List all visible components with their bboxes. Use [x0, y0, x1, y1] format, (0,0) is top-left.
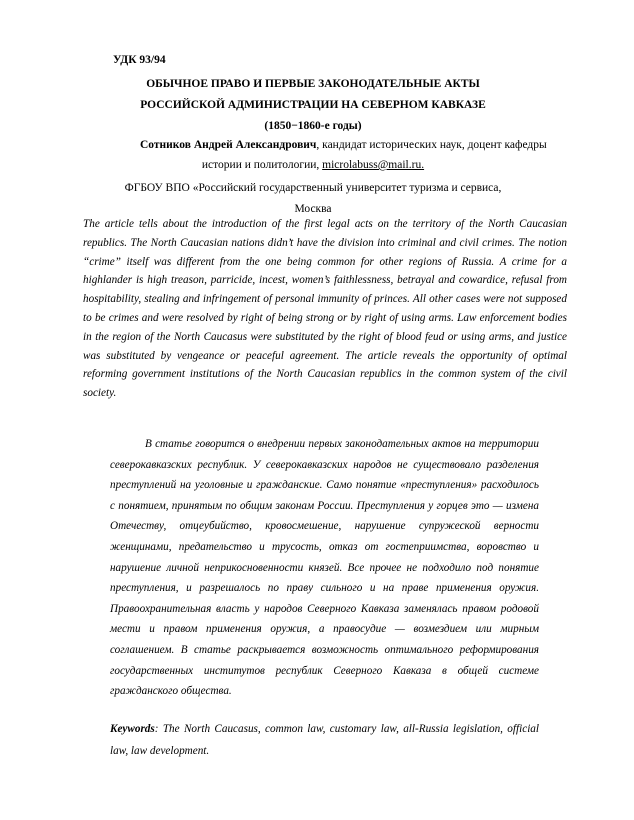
udk-code: УДК 93/94: [113, 54, 166, 66]
author-credentials-2: истории и политологии,: [201, 159, 323, 171]
affiliation-city: Москва: [294, 203, 332, 215]
author-name: Сотников Андрей Александрович: [140, 139, 317, 151]
author-row-2: [60, 155, 566, 175]
title-line-1: ОБЫЧНОЕ ПРАВО И ПЕРВЫЕ ЗАКОНОДАТЕЛЬНЫЕ АКТЫ: [146, 78, 480, 90]
title-years: (1850−1860-е годы): [264, 120, 362, 132]
keywords: [110, 718, 539, 762]
keywords-label: Keywords: [110, 723, 155, 735]
title-line-2: РОССИЙСКОЙ АДМИНИСТРАЦИИ НА СЕВЕРНОМ КАВКАЗЕ: [140, 99, 486, 111]
abstract-english: The article tells about the introduction of the first legal acts on the territory of the North Caucasian republics. The North Caucasian nations didn’t have the division into criminal and civil crimes. The notion “crime” itself was different from the one being common for other regions of Russia. A crime for a highlander is high treason, parricide, incest, women’s faithlessness, betrayal and cowardice, refusal from hospitability, stealing and infringement of personal immunity of princes. All other cases were not supposed to be crimes and were resolved by right of being strong or by right of using arms. Law enforcement bodies in the region of the North Caucasus were substituted by the right of blood feud or using arms, and justice was substituted by vengeance or peaceful agreement. The article reveals the opportunity of optimal reforming government institutions of the North Caucasian republics in the common system of the civil society.: [83, 218, 567, 400]
keywords-text: : The North Caucasus, common law, customary law, all-Russia legislation, official law, law development.: [110, 723, 539, 757]
affiliation-line-1: ФГБОУ ВПО «Российский государственный университет туризма и сервиса,: [124, 182, 502, 194]
author-email-link[interactable]: microlabuss@mail.ru.: [322, 159, 425, 171]
author-credentials-1: , кандидат исторических наук, доцент кафедры: [316, 139, 547, 151]
abstract-russian: В статье говорится о внедрении первых законодательных актов на территории северокавказских республик. У северокавказских народов не существовало разделения преступлений на уголовные и гражданские. Само понятие «преступления» расходилось с понятием, принятым по общим законам России. Преступления у горцев это — измена Отечеству, отцеубийство, кровосмешение, нарушение супружеской верности женщинами, предательство и трусость, отказ от гостеприимства, воровство и нарушение личной неприкосновенности князей. Все прочее не подходило под понятие преступления, и разрешалось по праву сильного и на праве применения оружия. Правоохранительная власть у народов Северного Кавказа заменялась правом родовой мести и правом применения оружия, а правосудие — возмездием или мирным соглашением. В статье раскрывается возможность оптимального реформирования государственных институтов республик Северного Кавказа в общей системе гражданского общества.: [110, 438, 539, 698]
affiliation: [60, 178, 566, 220]
author-row-1: [60, 135, 566, 155]
author-block: [60, 135, 566, 175]
